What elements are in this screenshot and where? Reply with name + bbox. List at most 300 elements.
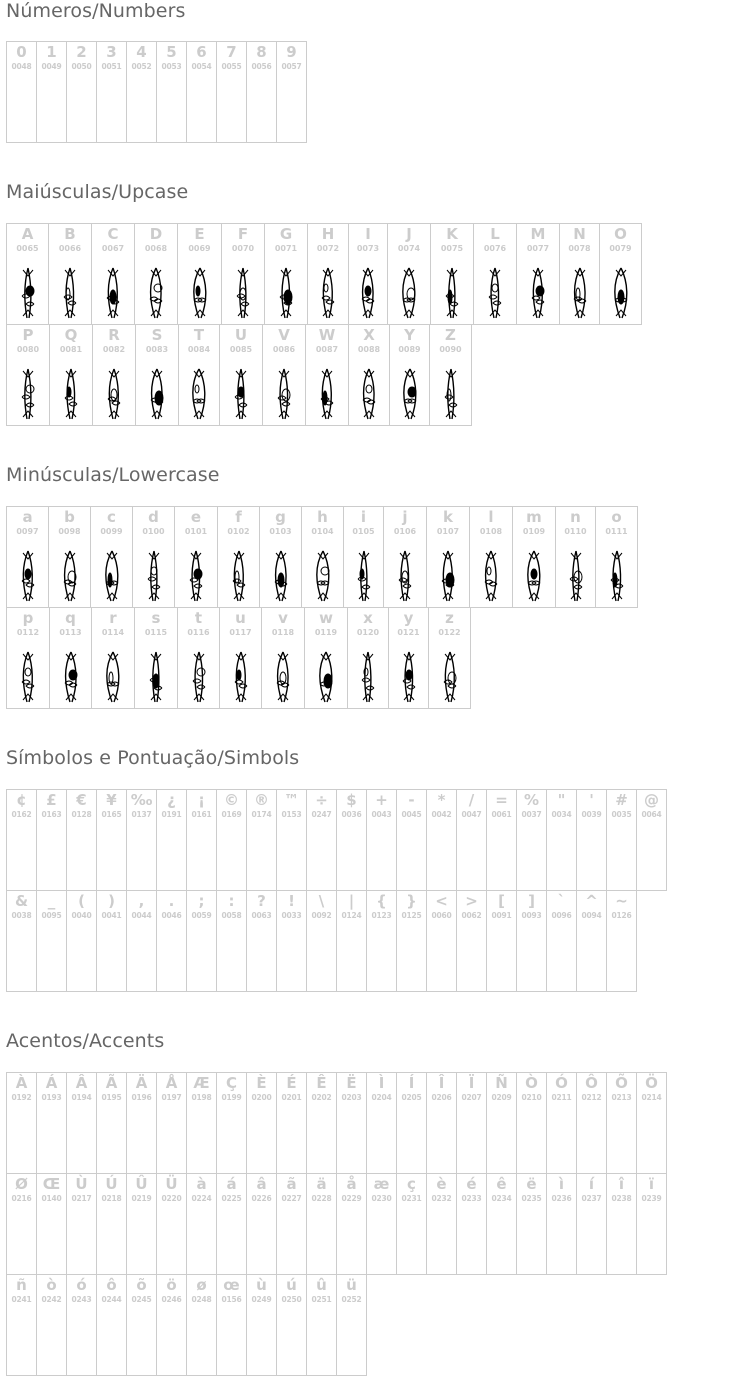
glyph-cell (156, 1173, 187, 1275)
glyph-code: 0104 (311, 527, 334, 536)
glyph-code: 0210 (521, 1093, 542, 1102)
glyph-cell (66, 1274, 97, 1376)
glyph-cell (90, 506, 133, 608)
glyph-cell (66, 1173, 97, 1275)
ornamental-glyph-icon (317, 367, 337, 421)
glyph-character: Õ (615, 1074, 628, 1092)
glyph-character: g (275, 508, 286, 526)
glyph-cell (516, 223, 560, 325)
glyph-code: 0044 (131, 911, 152, 920)
glyph-cell (546, 890, 577, 992)
symbols-row (6, 890, 637, 992)
glyph-code: 0200 (251, 1093, 272, 1102)
glyph-character: Ë (346, 1074, 357, 1092)
glyph-preview (144, 549, 164, 607)
glyph-code: 0101 (184, 527, 208, 536)
glyph-cell (36, 1274, 67, 1376)
glyph-cell (96, 890, 127, 992)
glyph-character: 8 (256, 43, 267, 61)
glyph-cell (36, 1072, 67, 1174)
ornamental-glyph-icon (566, 549, 586, 603)
glyph-character: L (490, 225, 500, 243)
glyph-code: 0125 (401, 911, 422, 920)
glyph-character: Ü (165, 1175, 178, 1193)
ornamental-glyph-icon (146, 266, 166, 320)
glyph-code: 0090 (439, 345, 462, 354)
glyph-code: 0074 (397, 244, 421, 253)
ornamental-glyph-icon (611, 266, 631, 320)
glyph-character: ÷ (315, 791, 328, 809)
glyph-character: U (234, 326, 248, 344)
glyph-cell (387, 223, 431, 325)
glyph-cell (6, 1274, 37, 1376)
ornamental-glyph-icon (18, 266, 38, 320)
glyph-character: ã (286, 1175, 297, 1193)
glyph-character: ç (407, 1175, 416, 1193)
glyph-code: 0207 (461, 1093, 482, 1102)
glyph-character: % (523, 791, 540, 809)
glyph-preview (441, 367, 461, 425)
glyph-character: É (286, 1074, 297, 1092)
ornamental-glyph-icon (440, 650, 460, 704)
glyph-cell (559, 223, 600, 325)
glyph-code: 0079 (609, 244, 632, 253)
glyph-cell (426, 1072, 457, 1174)
glyph-character: ê (496, 1175, 507, 1193)
glyph-code: 0060 (431, 911, 452, 920)
glyph-character: u (235, 609, 246, 627)
ornamental-glyph-icon (18, 650, 38, 704)
glyph-code: 0111 (605, 527, 628, 536)
glyph-character: Û (135, 1175, 148, 1193)
glyph-code: 0162 (11, 810, 32, 819)
glyph-cell (48, 506, 91, 608)
glyph-character: 2 (76, 43, 87, 61)
glyph-code: 0247 (311, 810, 332, 819)
glyph-cell (276, 789, 307, 891)
glyph-code: 0054 (191, 62, 212, 71)
glyph-preview (395, 549, 415, 607)
glyph-preview (189, 367, 209, 425)
glyph-cell (186, 1173, 217, 1275)
lowercase-row (6, 607, 471, 709)
glyph-character: æ (373, 1175, 390, 1193)
glyph-cell (156, 41, 187, 143)
glyph-character: _ (47, 892, 56, 910)
glyph-preview (316, 650, 336, 708)
glyph-code: 0069 (188, 244, 211, 253)
glyph-code: 0037 (521, 810, 542, 819)
glyph-cell (606, 789, 637, 891)
glyph-cell (186, 41, 217, 143)
glyph-cell (389, 324, 430, 426)
ornamental-glyph-icon (524, 549, 544, 603)
glyph-code: 0039 (581, 810, 602, 819)
glyph-preview (271, 549, 291, 607)
glyph-cell (576, 1072, 607, 1174)
glyph-cell (49, 607, 92, 709)
glyph-character: h (317, 508, 328, 526)
glyph-code: 0229 (341, 1194, 362, 1203)
glyph-character: ô (106, 1276, 117, 1294)
glyph-character: ™ (284, 791, 299, 809)
glyph-character: ò (46, 1276, 57, 1294)
glyph-cell (221, 223, 265, 325)
glyph-character: ø (196, 1276, 207, 1294)
ornamental-glyph-icon (358, 266, 378, 320)
glyph-cell (636, 1173, 667, 1275)
glyph-character: T (193, 326, 205, 344)
ornamental-glyph-icon (438, 549, 458, 603)
glyph-character: N (573, 225, 586, 243)
glyph-code: 0216 (11, 1194, 32, 1203)
ornamental-glyph-icon (354, 549, 374, 603)
glyph-code: 0248 (191, 1295, 212, 1304)
glyph-character: , (138, 892, 145, 910)
glyph-preview (186, 549, 206, 607)
glyph-character: Á (45, 1074, 58, 1092)
glyph-code: 0083 (145, 345, 169, 354)
glyph-character: Ò (525, 1074, 538, 1092)
glyph-code: 0073 (356, 244, 380, 253)
glyph-code: 0068 (144, 244, 168, 253)
glyph-cell (126, 1274, 157, 1376)
glyph-code: 0231 (401, 1194, 422, 1203)
glyph-preview (274, 367, 294, 425)
glyph-character: F (237, 225, 249, 243)
glyph-code: 0099 (100, 527, 123, 536)
glyph-cell (186, 1072, 217, 1174)
glyph-character: C (107, 225, 119, 243)
glyph-character: { (376, 892, 387, 910)
glyph-character: 6 (196, 43, 207, 61)
glyph-character: Ê (316, 1074, 327, 1092)
glyph-code: 0081 (59, 345, 83, 354)
glyph-code: 0204 (371, 1093, 392, 1102)
ornamental-glyph-icon (189, 367, 209, 421)
glyph-character: t (194, 609, 203, 627)
glyph-cell (276, 890, 307, 992)
glyph-character: m (526, 508, 542, 526)
glyph-cell (576, 890, 607, 992)
glyph-preview (189, 650, 209, 708)
glyph-code: 0040 (71, 911, 92, 920)
glyph-character: 4 (136, 43, 147, 61)
glyph-code: 0115 (144, 628, 168, 637)
lowercase-section-title (6, 464, 220, 486)
glyph-preview (61, 367, 81, 425)
glyph-character: ï (648, 1175, 655, 1193)
glyph-code: 0165 (101, 810, 122, 819)
glyph-code: 0128 (71, 810, 92, 819)
glyph-code: 0117 (229, 628, 252, 637)
ornamental-glyph-icon (146, 650, 166, 704)
glyph-cell (348, 223, 388, 325)
glyph-cell (396, 1173, 427, 1275)
glyph-preview (147, 367, 167, 425)
glyph-character: & (14, 892, 29, 910)
ornamental-glyph-icon (607, 549, 627, 603)
glyph-character: Ñ (495, 1074, 508, 1092)
glyph-cell (6, 1173, 37, 1275)
glyph-code: 0114 (101, 628, 125, 637)
glyph-character: X (363, 326, 375, 344)
glyph-cell (66, 41, 97, 143)
glyph-cell (216, 1072, 247, 1174)
glyph-cell (516, 1072, 547, 1174)
ornamental-glyph-icon (358, 650, 378, 704)
glyph-character: \ (318, 892, 325, 910)
glyph-code: 0120 (356, 628, 380, 637)
glyph-code: 0163 (41, 810, 62, 819)
glyph-cell (348, 324, 390, 426)
glyph-cell (126, 41, 157, 143)
glyph-character: ä (316, 1175, 327, 1193)
glyph-preview (358, 266, 378, 324)
glyph-code: 0070 (231, 244, 255, 253)
ornamental-glyph-icon (61, 650, 81, 704)
accents-row (6, 1274, 367, 1376)
glyph-character: ñ (16, 1276, 27, 1294)
glyph-cell (516, 1173, 547, 1275)
glyph-code: 0075 (440, 244, 464, 253)
glyph-cell (216, 41, 247, 143)
glyph-character: ú (286, 1276, 297, 1294)
glyph-character: d (148, 508, 159, 526)
glyph-character: Ô (585, 1074, 598, 1092)
symbols-section-title (6, 747, 299, 769)
glyph-code: 0053 (161, 62, 182, 71)
glyph-character: ~ (615, 892, 628, 910)
glyph-preview (60, 549, 80, 607)
glyph-code: 0116 (187, 628, 210, 637)
glyph-character: | (348, 892, 355, 910)
ornamental-glyph-icon (399, 650, 419, 704)
upcase-row (6, 324, 472, 426)
upcase-section-title (6, 181, 188, 203)
glyph-code: 0205 (401, 1093, 422, 1102)
glyph-code: 0195 (101, 1093, 122, 1102)
glyph-character: Ø (15, 1175, 28, 1193)
glyph-character: y (403, 609, 414, 627)
glyph-character: ¡ (198, 791, 205, 809)
glyph-code: 0055 (221, 62, 242, 71)
glyph-code: 0206 (431, 1093, 452, 1102)
upcase-row (6, 223, 642, 325)
glyph-cell (96, 789, 127, 891)
glyph-code: 0201 (281, 1093, 302, 1102)
glyph-character: £ (46, 791, 57, 809)
glyph-cell (606, 890, 637, 992)
glyph-cell (6, 41, 37, 143)
glyph-cell (595, 506, 638, 608)
glyph-cell (156, 890, 187, 992)
glyph-cell (156, 1072, 187, 1174)
ornamental-glyph-icon (231, 650, 251, 704)
glyph-cell (36, 41, 67, 143)
glyph-character: ¿ (167, 791, 176, 809)
ornamental-glyph-icon (359, 367, 379, 421)
glyph-character: á (226, 1175, 237, 1193)
section-heading: Acentos/Accents (6, 1030, 165, 1052)
glyph-cell (430, 223, 474, 325)
glyph-code: 0108 (479, 527, 503, 536)
glyph-code: 0169 (221, 810, 242, 819)
glyph-character: * (437, 791, 446, 809)
glyph-character: e (190, 508, 202, 526)
glyph-cell (486, 890, 517, 992)
glyph-cell (216, 890, 247, 992)
glyph-code: 0084 (187, 345, 211, 354)
glyph-code: 0196 (131, 1093, 152, 1102)
glyph-cell (336, 1274, 367, 1376)
glyph-preview (146, 650, 166, 708)
glyph-cell (6, 506, 49, 608)
glyph-preview (442, 266, 462, 324)
glyph-code: 0078 (568, 244, 591, 253)
glyph-character: î (618, 1175, 625, 1193)
glyph-character: Ö (645, 1074, 658, 1092)
glyph-code: 0103 (269, 527, 292, 536)
ornamental-glyph-icon (18, 367, 38, 421)
glyph-cell (246, 789, 277, 891)
glyph-cell (48, 223, 92, 325)
glyph-preview (485, 266, 505, 324)
glyph-character: Î (438, 1074, 445, 1092)
glyph-code: 0088 (357, 345, 381, 354)
glyph-character: r (109, 609, 117, 627)
glyph-preview (399, 650, 419, 708)
glyph-cell (396, 890, 427, 992)
glyph-character: ( (78, 892, 85, 910)
glyph-code: 0202 (311, 1093, 332, 1102)
glyph-cell (366, 1173, 397, 1275)
glyph-character: a (22, 508, 33, 526)
glyph-cell (134, 607, 178, 709)
glyph-code: 0105 (352, 527, 375, 536)
glyph-cell (486, 1072, 517, 1174)
glyph-code: 0123 (371, 911, 392, 920)
glyph-cell (304, 607, 348, 709)
symbols-row (6, 789, 667, 891)
ornamental-glyph-icon (485, 266, 505, 320)
glyph-cell (366, 789, 397, 891)
glyph-code: 0035 (611, 810, 632, 819)
glyph-character: © (224, 791, 239, 809)
glyph-code: 0126 (611, 911, 632, 920)
ornamental-glyph-icon (442, 266, 462, 320)
glyph-code: 0245 (131, 1295, 152, 1304)
glyph-code: 0050 (71, 62, 92, 71)
glyph-character: f (235, 508, 242, 526)
glyph-cell (264, 223, 308, 325)
glyph-cell (301, 506, 344, 608)
glyph-character: í (588, 1175, 595, 1193)
glyph-cell (96, 1072, 127, 1174)
glyph-preview (229, 549, 249, 607)
glyph-code: 0118 (271, 628, 295, 637)
glyph-code: 0220 (161, 1194, 182, 1203)
glyph-code: 0041 (101, 911, 122, 920)
glyph-character: ë (526, 1175, 537, 1193)
glyph-character: ù (256, 1276, 267, 1294)
glyph-code: 0100 (142, 527, 165, 536)
glyph-character: J (406, 225, 412, 243)
glyph-code: 0244 (101, 1295, 122, 1304)
glyph-cell (486, 789, 517, 891)
ornamental-glyph-icon (441, 367, 461, 421)
glyph-cell (92, 324, 136, 426)
glyph-code: 0237 (581, 1194, 602, 1203)
glyph-preview (103, 266, 123, 324)
glyph-code: 0047 (461, 810, 482, 819)
glyph-cell (91, 607, 135, 709)
glyph-preview (318, 266, 338, 324)
glyph-code: 0087 (315, 345, 339, 354)
glyph-character: ] (528, 892, 535, 910)
glyph-cell (186, 1274, 217, 1376)
glyph-character: Ù (75, 1175, 88, 1193)
glyph-code: 0113 (59, 628, 82, 637)
glyph-code: 0045 (401, 810, 422, 819)
glyph-character: i (360, 508, 367, 526)
glyph-cell (456, 1072, 487, 1174)
glyph-character: - (408, 791, 415, 809)
glyph-cell (96, 1274, 127, 1376)
ornamental-glyph-icon (274, 367, 294, 421)
glyph-code: 0228 (311, 1194, 332, 1203)
ornamental-glyph-icon (316, 650, 336, 704)
glyph-cell (486, 1173, 517, 1275)
glyph-cell (429, 324, 472, 426)
glyph-cell (219, 324, 263, 426)
glyph-character: å (346, 1175, 357, 1193)
glyph-preview (524, 549, 544, 607)
glyph-code: 0057 (281, 62, 302, 71)
glyph-cell (217, 506, 260, 608)
glyph-cell (126, 789, 157, 891)
glyph-code: 0049 (41, 62, 62, 71)
glyph-character: õ (136, 1276, 147, 1294)
glyph-character: c (107, 508, 116, 526)
ornamental-glyph-icon (276, 266, 296, 320)
glyph-character: Y (404, 326, 415, 344)
glyph-code: 0203 (341, 1093, 362, 1102)
glyph-cell (383, 506, 427, 608)
glyph-cell (6, 1072, 37, 1174)
glyph-cell (469, 506, 513, 608)
glyph-code: 0048 (11, 62, 32, 71)
ornamental-glyph-icon (271, 549, 291, 603)
glyph-cell (426, 890, 457, 992)
glyph-character: P (22, 326, 34, 344)
glyph-code: 0246 (161, 1295, 182, 1304)
glyph-character: @ (644, 791, 659, 809)
glyph-code: 0071 (274, 244, 298, 253)
glyph-character: û (316, 1276, 327, 1294)
glyph-character: Ç (225, 1074, 237, 1092)
glyph-character: Æ (193, 1074, 210, 1092)
glyph-code: 0085 (229, 345, 253, 354)
section-heading: Minúsculas/Lowercase (6, 464, 220, 486)
glyph-cell (606, 1072, 637, 1174)
glyph-code: 0192 (11, 1093, 32, 1102)
glyph-character: D (149, 225, 163, 243)
glyph-character: ó (76, 1276, 87, 1294)
glyph-code: 0137 (131, 810, 152, 819)
glyph-cell (156, 1274, 187, 1376)
glyph-cell (306, 1274, 337, 1376)
